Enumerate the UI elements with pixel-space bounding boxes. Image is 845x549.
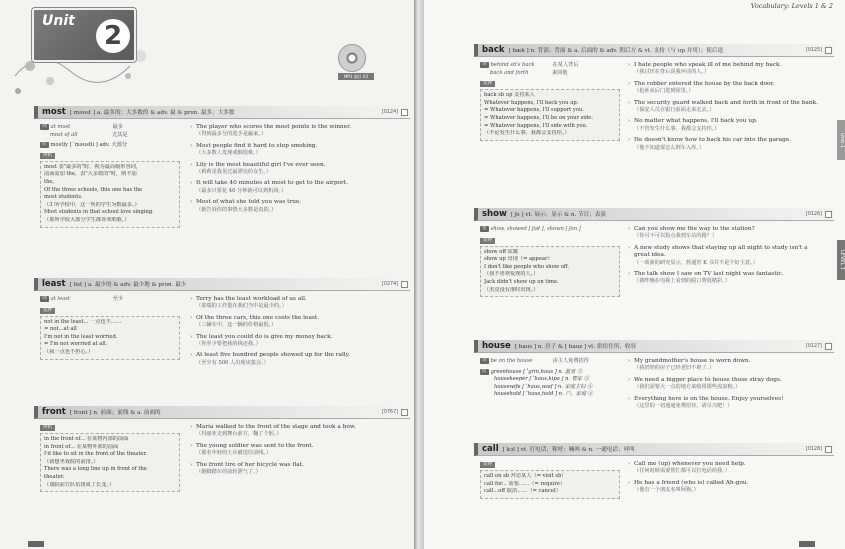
checkbox[interactable]: [825, 47, 832, 54]
headword: call: [482, 444, 499, 454]
headword-definition: [ ʃo ] vt. 展示；显示 & n. 节目；表演: [510, 212, 606, 218]
example-sentence: › Most of what she told you was true. （她告诉你的事情大多数是真的。）: [190, 199, 405, 214]
example-sentence: › He doesn't know how to back his car into the garage. （他不知道要怎么倒车入库。）: [628, 137, 824, 152]
headword: front: [42, 407, 66, 417]
example-sentence: › The talk show I saw on TV last night was fantastic. （我昨晚在电视上看到的脱口秀很精彩。）: [628, 271, 824, 286]
example-sentence: › The front tire of her bicycle was flat. （她脚踏车的前轮泄气了。）: [190, 462, 405, 477]
unit-banner: [10, 8, 150, 66]
least-phrases: [40, 296, 180, 360]
example-sentence: › My grandmother's house is worn down. （我奶奶的房子已经老旧不堪了。）: [628, 358, 824, 373]
example-sentence: › Call me (up) whenever you need help. （任何时候需要帮忙都可以打电话给我。）: [628, 461, 824, 476]
example-sentence: › It will take 40 minutes at most to get to the airport. （最多只要花 40 分钟就可以到机场。）: [190, 180, 405, 195]
entry-code: [0124]: [382, 109, 398, 115]
page-number-marker: [28, 541, 44, 547]
example-sentence: › Most people find it hard to stop smoking. （大多数人发现戒烟很难。）: [190, 143, 405, 158]
derivation-tag: 衍: [482, 368, 487, 374]
example-sentence: › Can you show me the way to the station? （你可不可以指点我到车站的路？）: [628, 226, 824, 241]
example-sentence: › Everything here is on the house. Enjoy yourselves! （这里的一切通通免费招待，请尽兴吧！）: [628, 396, 824, 411]
running-header: Vocabulary: Levels 1 & 2: [750, 2, 833, 10]
usage-box: most 表"最多的"时，视为最高级形容词， 前面需加 the，表"大多数的"时，则不加 the。 Of the three schools, this one has the most students. （3 所学校中，这一所的学生为数最多。） Most students in that school love singing. （那所学校大部分学生都喜欢唱歌。）: [40, 161, 180, 228]
phrase-line: 词 at least 至少: [42, 296, 123, 302]
usage-label: 延伸: [480, 238, 495, 244]
phrase-line: 词 be on the house 由主人免费招待: [482, 358, 589, 364]
usage-box: show off 炫耀 show up 出现（= appear） I don't like people who show off. （我不喜欢爱现的人。） Jack didn't show up on time. （杰克没有准时出现。）: [480, 246, 620, 298]
example-sentence: › The least you could do is give my money back. （你至少要把我的钱还我。）: [190, 334, 405, 349]
unit-label: Unit: [42, 13, 75, 29]
phrase-tag: 词: [42, 296, 47, 301]
headword-definition: [ haus ] n. 房子 & [ hauz ] vt. 供给住所，收容: [514, 344, 637, 350]
usage-box: back sb up 支持某人 Whatever happens, I'll back you up. = Whatever happens, I'll support you. = Whatever happens, I'll be on your side. = Whatever happens, I'll side with you. （不论发生什么事，我都会支持你。）: [480, 89, 620, 141]
example-sentence: › The security guard walked back and forth in front of the bank. （保安人员在银行前面走来走去。）: [628, 100, 824, 115]
headword-definition: [ list ] a. 最少的 & adv. 最少地 & pron. 最少: [69, 282, 187, 288]
headword-definition: [ bæk ] n. 背部；背面 & a. 后面的 & adv. 朝后方 & vt. 支持（与 up 并用）；使后退: [508, 48, 724, 54]
example-sentence: › A new study shows that staying up all night to study isn't a great idea. （一项新的研究显示，熬通宵 K 书并不是个好主意。）: [628, 245, 824, 267]
left-page: [0, 0, 414, 549]
example-sentence: › No matter what happens, I'll back you up. （不管发生什么事，我都会支持你。）: [628, 118, 824, 133]
checkbox[interactable]: [401, 109, 408, 116]
example-sentence: › We need a bigger place to house those stray dogs. （我们需要大一点的地方来收留那些流浪狗。）: [628, 377, 824, 392]
show-examples: [628, 226, 824, 290]
derivation-line: household [ ˈhaus,hold ] n. 户，家庭 ④: [494, 391, 593, 398]
derivation-line: 衍 greenhouse [ ˈgrin,haus ] n. 温室 ③: [482, 368, 583, 375]
back-examples: [628, 62, 824, 156]
page-number-marker: [799, 541, 815, 547]
entry-code: [0127]: [806, 343, 822, 349]
headword-definition: [ frʌnt ] n. 前面；前线 & a. 前面的: [69, 410, 161, 416]
unit-number: 2: [96, 19, 130, 53]
example-sentence: › He has a friend (who is) called Ah-gou. （他有一个朋友名叫阿狗。）: [628, 480, 824, 495]
example-sentence: › Of the three cars, this one costs the least. （三辆车中，这一辆的价格最低。）: [190, 315, 405, 330]
phrase-tag: 词: [482, 62, 487, 67]
example-sentence: › The player who scores the most points is the winner. （得到最多分的选手是赢家。）: [190, 124, 405, 139]
derivation-line: housekeeper [ ˈhaus,kipə ] n. 管家 ③: [494, 376, 589, 383]
usage-label: 延伸: [40, 308, 55, 314]
right-page: [424, 0, 845, 549]
derivation-line: housewife [ ˈhaus,waɪf ] n. 家庭主妇 ④: [494, 383, 593, 390]
usage-box: in the front of... 在某物内部的前面 in front of... 在某物外部的前面 I'd like to sit in the front of the theater. （我想坐戏院的前排。） There was a long line up in front of the theater. （戏院前方队伍排成了长龙。）: [40, 433, 180, 492]
entry-code: [0274]: [382, 281, 398, 287]
cd-track-label: MP3 曲目 03: [338, 73, 374, 80]
usage-label: 辨析: [40, 153, 55, 159]
headword: show: [482, 209, 507, 219]
entry-header-most: [34, 106, 410, 119]
front-phrases: [40, 424, 180, 492]
headword: most: [42, 107, 66, 117]
front-examples: [190, 424, 405, 480]
side-tab-level[interactable]: LEVEL 1: [837, 240, 845, 280]
inflection-tag: 变: [482, 226, 487, 231]
derivation-tag: 衍: [42, 142, 47, 148]
checkbox[interactable]: [825, 446, 832, 453]
usage-label: 延伸: [480, 81, 495, 87]
book-gutter: [414, 0, 424, 549]
headword-definition: [ məust ] a. 最多的；大多数的 & adv. 最 & pron. 最多；大多数: [69, 110, 235, 116]
usage-box: not in the least... 一点也不…… = not...at all I'm not in the least worried. = I'm not worried at all. （我一点也不担心。）: [40, 316, 180, 360]
phrase-line: 词 behind sb's back 在某人背后: [482, 62, 579, 68]
derivation-line: 衍 mostly [ ˈməustli ] adv. 大部分: [42, 142, 128, 149]
phrase-tag: 词: [482, 358, 487, 363]
phrase-tag: 词: [42, 124, 47, 129]
phrase-line: most of all 尤其是: [50, 131, 128, 138]
phrase-line: 变 show, showed [ ʃod ], shown [ ʃon ]: [482, 226, 581, 232]
most-phrases: [40, 124, 180, 228]
call-examples: [628, 461, 824, 499]
checkbox[interactable]: [401, 409, 408, 416]
back-phrases: [480, 62, 620, 141]
example-sentence: › Maria walked to the front of the stage and took a bow. （玛丽亚走到舞台前方，鞠了个躬。）: [190, 424, 405, 439]
entry-code: [0125]: [806, 47, 822, 53]
phrase-line: back and forth 来回地: [490, 69, 568, 76]
entry-code: [0128]: [806, 446, 822, 452]
headword-definition: [ kɔl ] vt. 打电话；称呼；喊叫 & n. 一通电话；呼叫: [502, 447, 635, 453]
entry-header-front: [34, 406, 410, 419]
checkbox[interactable]: [825, 343, 832, 350]
entry-header-back: [474, 44, 834, 57]
headword: least: [42, 279, 66, 289]
entry-header-call: [474, 443, 834, 456]
entry-header-least: [34, 278, 410, 291]
house-phrases: [480, 358, 625, 399]
checkbox[interactable]: [401, 281, 408, 288]
most-examples: [190, 124, 405, 218]
example-sentence: › Lily is the most beautiful girl I've ever seen. （莉莉是我见过最漂亮的女生。）: [190, 162, 405, 177]
entry-code: [0126]: [806, 211, 822, 217]
show-phrases: [480, 226, 620, 297]
example-sentence: › The young soldier was sent to the front. （那名年轻的士兵被送往前线。）: [190, 443, 405, 458]
side-tab-unit[interactable]: Unit 1: [837, 120, 845, 160]
entry-code: [0767]: [382, 409, 398, 415]
house-examples: [628, 358, 824, 414]
call-phrases: [480, 461, 620, 499]
headword: house: [482, 341, 511, 351]
headword: back: [482, 45, 505, 55]
example-sentence: › At least five hundred people showed up for the rally. （至少有 500 人出席该集会。）: [190, 352, 405, 367]
example-sentence: › I hate people who speak ill of me behind my back. （我讨厌在背后说我坏话的人。）: [628, 62, 824, 77]
usage-label: 辨析: [40, 425, 55, 431]
example-sentence: › Terry has the least workload of us all. （泰瑞的工作量在我们当中是最少的。）: [190, 296, 405, 311]
example-sentence: › The robber entered the house by the back door. （抢匪从后门进到屋里。）: [628, 81, 824, 96]
cd-icon[interactable]: [338, 44, 366, 72]
usage-label: 延伸: [480, 462, 495, 468]
entry-header-house: [474, 340, 834, 353]
usage-box: call on sb 拜访某人（= visit sb） call for... 需要……（= require） call...off 取消……（= cancel）: [480, 470, 620, 499]
phrase-line: 词 at most 最多: [42, 124, 123, 130]
least-examples: [190, 296, 405, 371]
entry-header-show: [474, 208, 834, 221]
checkbox[interactable]: [825, 211, 832, 218]
